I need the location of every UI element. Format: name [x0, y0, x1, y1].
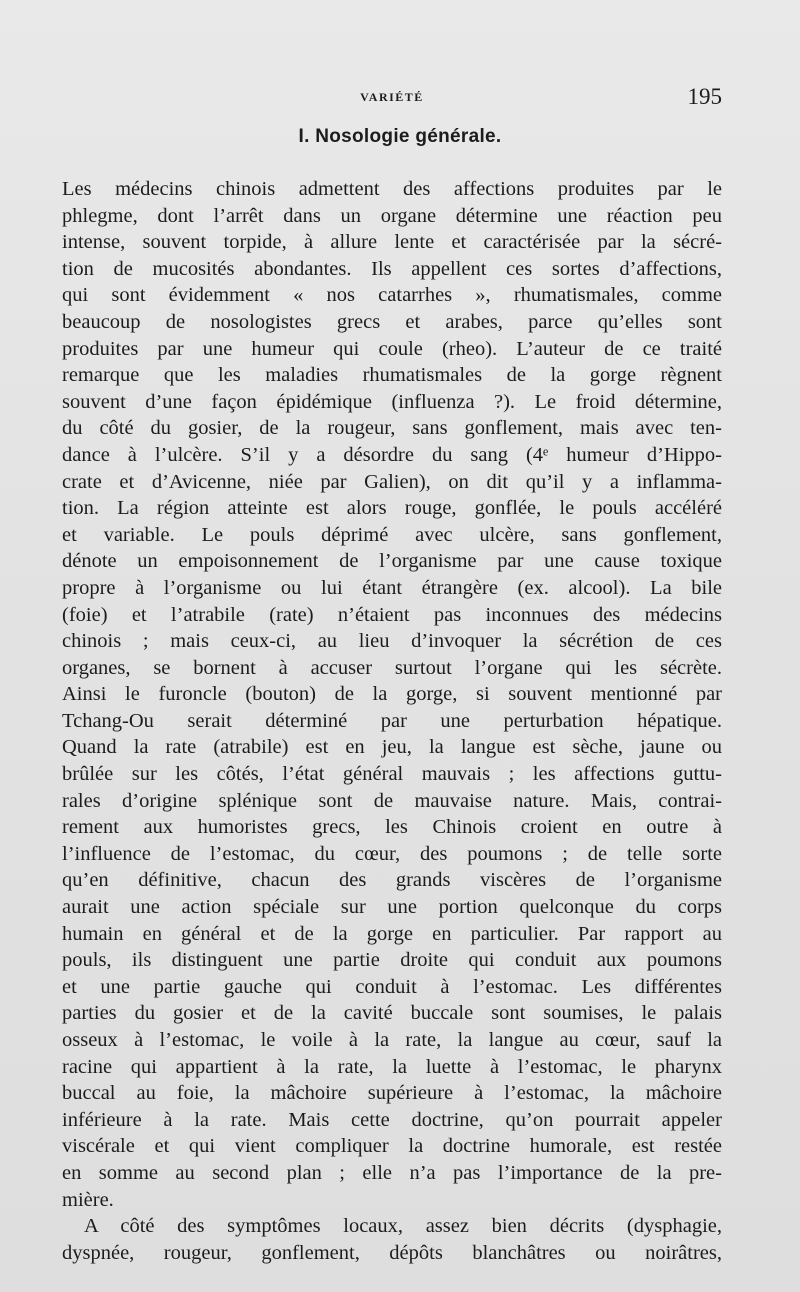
text-line: pouls, ils distinguent une partie droite qui conduit aux poumons [62, 949, 722, 972]
text-line: tion de mucosités abondantes. Ils appellent ces sortes d’affections, [62, 257, 722, 280]
text-line: produites par une humeur qui coule (rheo). L’auteur de ce traité [62, 337, 722, 360]
text-line: Les médecins chinois admettent des affections produites par le [62, 178, 722, 200]
text-line: qui sont évidemment « nos catarrhes », rhumatismales, comme [62, 284, 722, 307]
text-line: souvent d’une façon épidémique (influenza ?). Le froid détermine, [62, 390, 722, 413]
text-line: rement aux humoristes grecs, les Chinois croient en outre à [62, 816, 722, 839]
paragraph-1 [62, 176, 722, 1213]
text-line: en somme au second plan ; elle n’a pas l’importance de la pre- [62, 1161, 722, 1184]
text-line: remarque que les maladies rhumatismales de la gorge règnent [62, 364, 722, 387]
text-line: viscérale et qui vient compliquer la doctrine humorale, est restée [62, 1135, 722, 1158]
text-line: Ainsi le furoncle (bouton) de la gorge, si souvent mentionné par [62, 683, 722, 706]
text-line: racine qui appartient à la rate, la luette à l’estomac, le pharynx [62, 1055, 722, 1078]
text-line: (foie) et l’atrabile (rate) n’étaient pas inconnues des médecins [62, 603, 722, 626]
text-line: osseux à l’estomac, le voile à la rate, la langue au cœur, sauf la [62, 1029, 722, 1051]
text-line: propre à l’organisme ou lui étant étrangère (ex. alcool). La bile [62, 576, 722, 599]
text-line: Tchang-Ou serait déterminé par une perturbation hépatique. [62, 709, 722, 732]
text-line: dance à l’ulcère. S’il y a désordre du sang (4ᵉ humeur d’Hippo- [62, 443, 722, 466]
text-line: parties du gosier et de la cavité buccale sont soumises, le palais [62, 1002, 722, 1025]
text-line: l’influence de l’estomac, du cœur, des poumons ; de telle sorte [62, 842, 722, 865]
text-line: humain en général et de la gorge en particulier. Par rapport au [62, 922, 722, 945]
text-line: intense, souvent torpide, à allure lente et caractérisée par la sécré- [62, 231, 722, 254]
text-line: brûlée sur les côtés, l’état général mauvais ; les affections guttu- [62, 763, 722, 786]
text-line: rales d’origine splénique sont de mauvaise nature. Mais, contrai- [62, 789, 722, 812]
text-line: chinois ; mais ceux-ci, au lieu d’invoquer la sécrétion de ces [62, 630, 722, 653]
paragraph-2 [62, 1213, 722, 1266]
body-text [62, 176, 722, 1266]
text-line: qu’en définitive, chacun des grands viscères de l’organisme [62, 869, 722, 892]
text-line: dyspnée, rougeur, gonflement, dépôts blanchâtres ou noirâtres, [62, 1241, 722, 1264]
text-line: buccal au foie, la mâchoire supérieure à l’estomac, la mâchoire [62, 1082, 722, 1105]
text-line: A côté des symptômes locaux, assez bien décrits (dysphagie, [84, 1215, 722, 1238]
text-line: aurait une action spéciale sur une portion quelconque du corps [62, 896, 722, 919]
running-title: VARIÉTÉ [360, 90, 424, 104]
text-line: tion. La région atteinte est alors rouge, gonflée, le pouls accéléré [62, 497, 722, 520]
text-line: organes, se bornent à accuser surtout l’organe qui les sécrète. [62, 656, 722, 679]
section-heading: I. Nosologie générale. [298, 126, 502, 147]
page-number: 195 [687, 84, 722, 109]
text-line: crate et d’Avicenne, niée par Galien), on dit qu’il y a inflamma- [62, 470, 722, 493]
text-line: inférieure à la rate. Mais cette doctrine, qu’on pourrait appeler [62, 1108, 722, 1131]
text-line: phlegme, dont l’arrêt dans un organe détermine une réaction peu [62, 204, 722, 227]
text-line: et une partie gauche qui conduit à l’estomac. Les différentes [62, 975, 722, 998]
text-line: et variable. Le pouls déprimé avec ulcère, sans gonflement, [62, 523, 722, 546]
text-line: mière. [62, 1188, 114, 1211]
text-line: du côté du gosier, de la rougeur, sans gonflement, mais avec ten- [62, 417, 722, 440]
text-line: Quand la rate (atrabile) est en jeu, la langue est sèche, jaune ou [62, 736, 722, 759]
text-line: beaucoup de nosologistes grecs et arabes, parce qu’elles sont [62, 310, 722, 333]
running-head [62, 84, 722, 108]
text-line: dénote un empoisonnement de l’organisme par une cause toxique [62, 550, 722, 573]
